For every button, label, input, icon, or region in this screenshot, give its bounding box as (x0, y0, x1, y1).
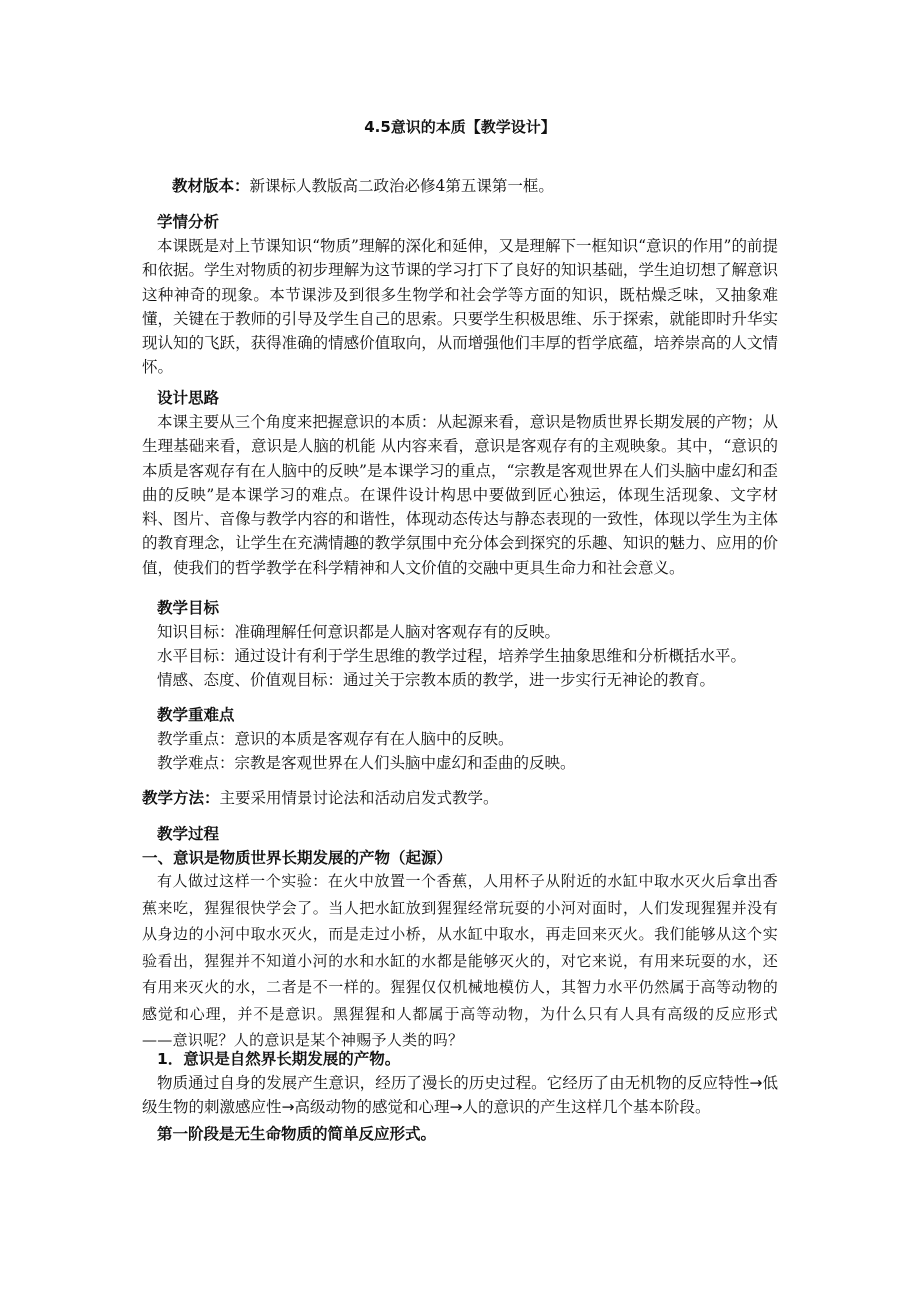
section1-heading: 一、意识是物质世界长期发展的产物（起源） (142, 849, 453, 867)
methods-text: 主要采用情景讨论法和活动启发式教学。 (219, 789, 499, 807)
stage1-heading: 第一阶段是无生命物质的简单反应形式。 (157, 1125, 437, 1143)
point1-body: 物质通过自身的发展产生意识，经历了漫长的历史过程。它经历了由无机物的反应特性→低级生物的刺激感应性→高级动物的感觉和心理→人的意识的产生这样几个基本阶段。 (142, 1074, 778, 1117)
goal-knowledge: 知识目标：准确理解任何意识都是人脑对客观存有的反映。 (157, 623, 561, 641)
design-idea-heading: 设计思路 (157, 389, 220, 407)
process-heading: 教学过程 (157, 825, 220, 843)
design-idea-section (142, 410, 778, 580)
student-analysis-body: 本课既是对上节课知识“物质”理解的深化和延伸，又是理解下一框知识“意识的作用”的前提和依据。学生对物质的初步理解为这节课的学习打下了良好的知识基础，学生迫切想了解意识这种神奇的现象。本节课涉及到很多生物学和社会学等方面的知识，既枯燥乏味，又抽象难懂，关键在于教师的引导及学生自己的思索。只要学生积极思维、乐于探索，就能即时升华实现认知的飞跃，获得准确的情感价值取向，从而增强他们丰厚的哲学底蕴，培养崇高的人文情怀。 (142, 237, 778, 377)
methods-line (142, 786, 499, 810)
page-title: 4.5意识的本质【教学设计】 (364, 118, 556, 136)
student-analysis-section (142, 234, 778, 380)
goal-values: 情感、态度、价值观目标：通过关于宗教本质的教学，进一步实行无神论的教育。 (157, 671, 716, 689)
goal-ability: 水平目标：通过设计有利于学生思维的教学过程，培养学生抽象思维和分析概括水平。 (157, 647, 747, 665)
point1-section (142, 1071, 778, 1120)
key-points-heading: 教学重难点 (157, 706, 235, 724)
experiment-section (142, 868, 778, 1054)
design-idea-body: 本课主要从三个角度来把握意识的本质：从起源来看，意识是物质世界长期发展的产物；从生理基础来看，意识是人脑的机能 从内容来看，意识是客观存有的主观映象。其中，“意识的本质是客观存有在人脑中的反映”是本课学习的重点，“宗教是客观世界在人们头脑中虚幻和歪曲的反映”是本课学习的难点。在课件设计构思中要做到匠心独运，体现生活现象、文字材料、图片、音像与教学内容的和谐性，体现动态传达与静态表现的一致性，体现以学生为主体的教育理念，让学生在充满情趣的教学氛围中充分体会到探究的乐趣、知识的魅力、应用的价值，使我们的哲学教学在科学精神和人文价值的交融中更具生命力和社会意义。 (142, 413, 778, 577)
student-analysis-heading: 学情分析 (157, 213, 220, 231)
difficult-point: 教学难点：宗教是客观世界在人们头脑中虚幻和歪曲的反映。 (157, 754, 576, 772)
edition-text: 新课标人教版高二政治必修4第五课第一框。 (249, 177, 554, 195)
key-point: 教学重点：意识的本质是客观存有在人脑中的反映。 (157, 730, 514, 748)
methods-label: 教学方法： (142, 789, 220, 807)
point1-heading: 1．意识是自然界长期发展的产物。 (157, 1050, 401, 1068)
experiment-body: 有人做过这样一个实验：在火中放置一个香蕉，人用杯子从附近的水缸中取水灭火后拿出香蕉来吃，猩猩很快学会了。当人把水缸放到猩猩经常玩耍的小河对面时，人们发现猩猩并没有从身边的小河中取水灭火，而是走过小桥，从水缸中取水，再走回来灭火。我们能够从这个实验看出，猩猩并不知道小河的水和水缸的水都是能够灭火的，对它来说，有用来玩耍的水，还有用来灭火的水，二者是不一样的。猩猩仅仅机械地模仿人，其智力水平仍然属于高等动物的感觉和心理，并不是意识。黑猩猩和人都属于高等动物，为什么只有人具有高级的反应形式——意识呢？人的意识是某个神赐予人类的吗？ (142, 872, 778, 1049)
goals-heading: 教学目标 (157, 599, 220, 617)
edition-line (172, 174, 554, 198)
edition-label: 教材版本： (172, 177, 250, 195)
